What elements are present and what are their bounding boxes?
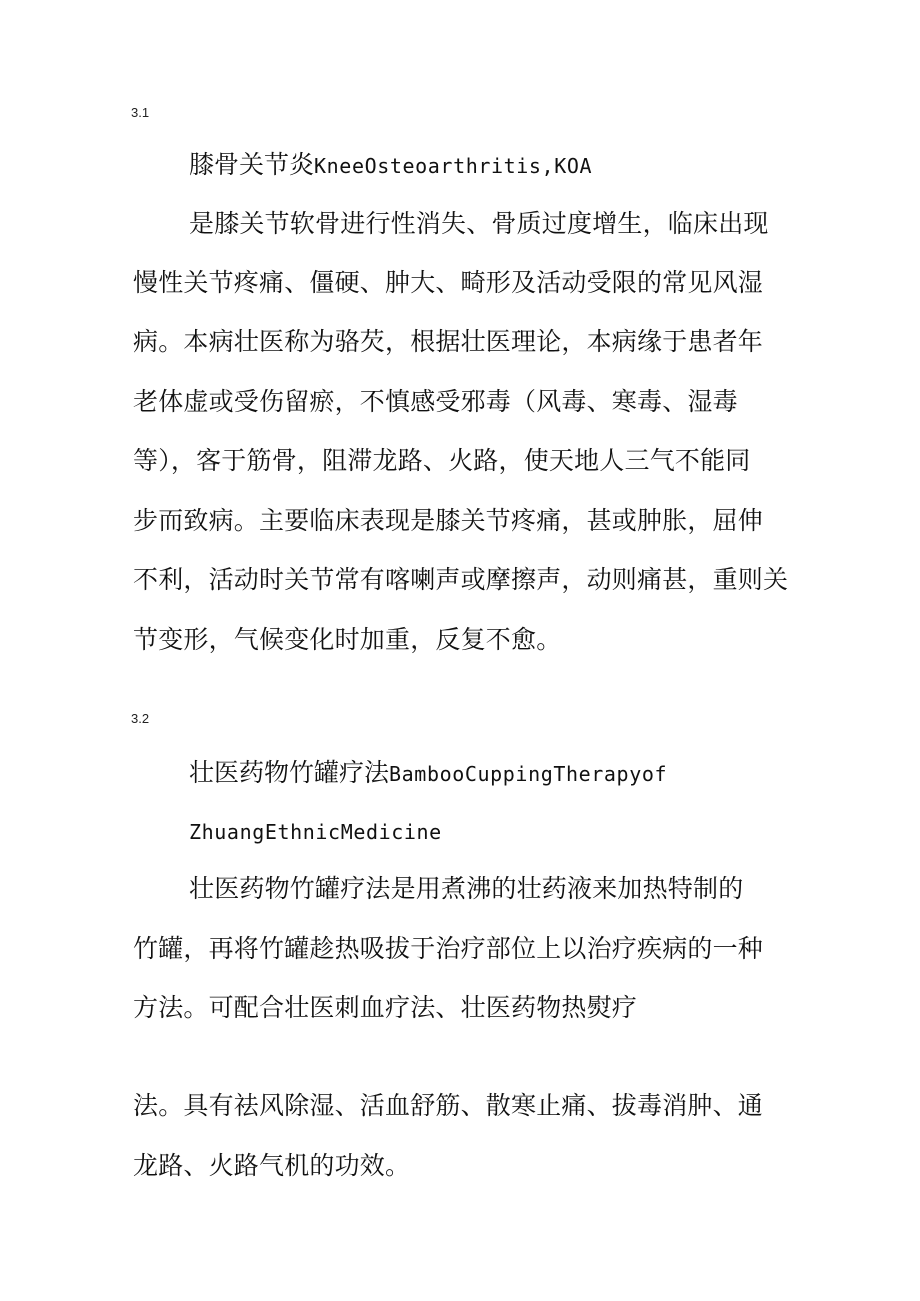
definition-line: 步而致病。主要临床表现是膝关节疼痛，甚或肿胀，屈伸	[133, 506, 764, 535]
term-heading-koa	[189, 149, 592, 182]
definition-line: 不利，活动时关节常有喀喇声或摩擦声，动则痛甚，重则关	[133, 565, 789, 594]
definition-line: 法。具有祛风除湿、活血舒筋、散寒止痛、拔毒消肿、通	[133, 1091, 764, 1120]
definition-line: 竹罐，再将竹罐趁热吸拔于治疗部位上以治疗疾病的一种	[133, 934, 764, 963]
definition-line: 等），客于筋骨，阻滞龙路、火路，使天地人三气不能同	[133, 446, 751, 475]
section-number-3-2: 3.2	[131, 711, 150, 726]
term-english: KneeOsteoarthritis,KOA	[314, 154, 593, 178]
definition-line: 病。本病壮医称为骆芡，根据壮医理论，本病缘于患者年	[133, 327, 764, 356]
definition-line: 方法。可配合壮医刺血疗法、壮医药物热熨疗	[133, 993, 638, 1022]
definition-line: 慢性关节疼痛、僵硬、肿大、畸形及活动受限的常见风湿	[133, 268, 764, 297]
definition-line: 龙路、火路气机的功效。	[133, 1151, 411, 1180]
definition-line: 壮医药物竹罐疗法是用煮沸的壮药液来加热特制的	[189, 874, 744, 903]
term-heading-bamboo-cupping	[189, 757, 667, 790]
definition-line: 老体虚或受伤留瘀，不慎感受邪毒（风毒、寒毒、湿毒	[133, 387, 738, 416]
term-chinese: 膝骨关节炎	[189, 150, 315, 179]
definition-line: 节变形，气候变化时加重，反复不愈。	[133, 625, 562, 654]
definition-line: 是膝关节软骨进行性消失、骨质过度增生，临床出现	[189, 209, 769, 238]
section-number-3-1: 3.1	[131, 105, 150, 120]
term-english-continued: ZhuangEthnicMedicine	[189, 820, 442, 844]
term-english: BambooCuppingTherapyof	[389, 762, 668, 786]
term-chinese: 壮医药物竹罐疗法	[189, 758, 390, 787]
